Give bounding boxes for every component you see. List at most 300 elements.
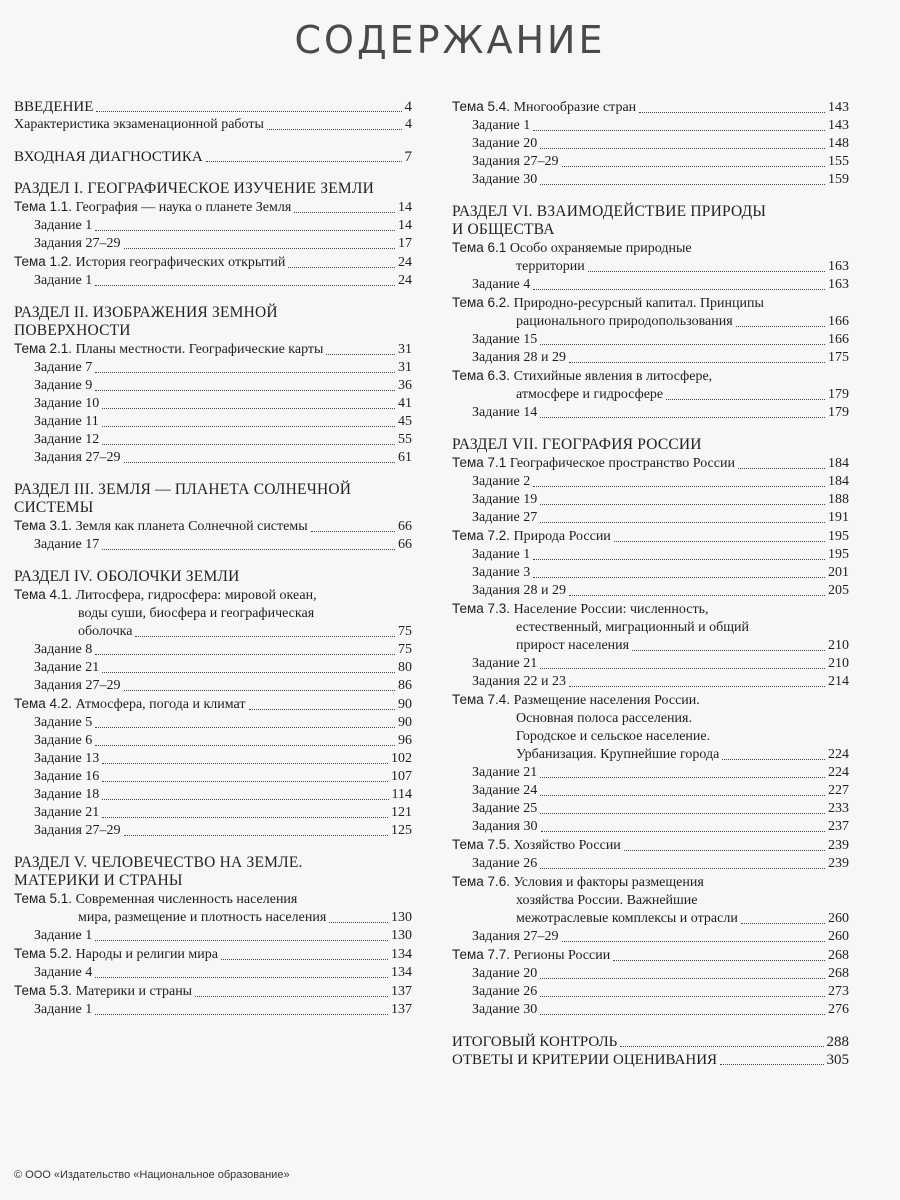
entry-label [452,1001,537,1019]
spacer [14,134,412,148]
dot-leader [95,745,395,746]
toc-subentry[interactable] [14,768,412,786]
entry-continuation: Городское и сельское население. [516,729,711,744]
page-number: 175 [828,350,849,365]
page-number: 86 [398,678,412,693]
entry-label [452,673,566,691]
toc-subentry[interactable] [452,564,849,582]
entry-text: Размещение населения России. [513,693,700,708]
dot-leader [249,709,395,710]
entry-text: Задание 16 [34,769,100,784]
entry-label [14,677,121,695]
section-heading-line: РАЗДЕЛ III. ЗЕМЛЯ — ПЛАНЕТА СОЛНЕЧНОЙ [14,481,352,498]
toc-subentry[interactable] [14,536,412,554]
entry-text: Задания 27–29 [34,236,121,251]
toc-subentry[interactable] [452,404,849,422]
entry-label [452,367,712,386]
entry-label [14,536,99,554]
toc-entry[interactable] [452,746,849,764]
page-number: 24 [398,273,412,288]
section-heading [14,481,412,517]
section-heading [452,203,849,239]
section-heading [14,568,412,586]
entry-text: Население России: численность, [513,602,709,617]
dot-leader [736,326,825,327]
entry-text: Задание 21 [34,805,100,820]
dot-leader [562,166,826,167]
toc-subentry[interactable] [14,395,412,413]
dot-leader [741,923,825,924]
toc-subentry[interactable] [14,235,412,253]
toc-subentry[interactable] [452,855,849,873]
entry-text: Многообразие стран [513,100,637,115]
entry-label [14,695,246,714]
toc-entry[interactable] [14,340,412,359]
toc-entry-line [452,691,849,710]
entry-label [14,768,99,786]
entry-text: Задание 30 [472,1002,538,1017]
dot-leader [267,129,402,130]
toc-subentry[interactable] [14,641,412,659]
entry-text: Задание 18 [34,787,100,802]
entry-text: Задание 27 [472,510,538,525]
toc-entry[interactable] [14,148,412,166]
toc-subentry[interactable] [14,449,412,467]
entry-label [14,413,99,431]
dot-leader [95,372,395,373]
toc-entry[interactable] [452,1033,849,1051]
toc-entry[interactable] [452,98,849,117]
page-number: 163 [828,277,849,292]
entry-label [14,116,264,134]
dot-leader [569,362,825,363]
entry-label [452,454,735,473]
entry-text: Задание 1 [34,218,93,233]
entry-text: Земля как планета Солнечной системы [75,519,308,534]
entry-label [452,1051,717,1069]
toc-entry[interactable] [452,386,849,404]
dot-leader [288,267,395,268]
entry-label [14,98,93,116]
page-number: 276 [828,1002,849,1017]
toc-entry[interactable] [452,258,849,276]
toc-subentry[interactable] [14,822,412,840]
dot-leader [102,672,395,673]
dot-leader [738,468,825,469]
toc-entry[interactable] [452,910,849,928]
toc-subentry[interactable] [452,276,849,294]
entry-label [14,641,92,659]
topic-number: Тема 5.3. [14,983,73,998]
page-number: 31 [398,360,412,375]
toc-subentry[interactable] [452,546,849,564]
page-number: 45 [398,414,412,429]
toc-subentry[interactable] [14,804,412,822]
entry-text: Задание 26 [472,984,538,999]
dot-leader [540,148,825,149]
toc-entry[interactable] [14,253,412,272]
dot-leader [722,759,825,760]
entry-label [452,873,704,892]
entry-text: Задание 21 [472,656,538,671]
page-number: 163 [828,259,849,274]
page-number: 191 [828,510,849,525]
toc-subentry[interactable] [14,359,412,377]
entry-text: Задание 1 [34,273,93,288]
dot-leader [95,727,395,728]
page-number: 66 [398,519,412,534]
dot-leader [124,835,389,836]
dot-leader [135,636,395,637]
page-number: 305 [826,1052,849,1068]
entry-text: Материки и страны [75,984,193,999]
page-number: 179 [828,405,849,420]
page-number: 125 [391,823,412,838]
entry-label [14,359,92,377]
toc-subentry[interactable] [452,983,849,1001]
toc-subentry[interactable] [14,377,412,395]
dot-leader [95,654,395,655]
page-number: 55 [398,432,412,447]
dot-leader [533,486,825,487]
entry-text: Задание 7 [34,360,93,375]
dot-leader [124,462,396,463]
entry-label [452,965,537,983]
toc-subentry[interactable] [452,135,849,153]
toc-entry-line [452,239,849,258]
dot-leader [569,595,825,596]
entry-label [452,855,537,873]
entry-label [452,928,559,946]
page-number: 41 [398,396,412,411]
page-number: 148 [828,136,849,151]
entry-label [452,135,537,153]
toc-entry[interactable] [452,527,849,546]
entry-label [14,927,92,945]
entry-label [452,655,537,673]
toc-entry[interactable] [452,313,849,331]
dot-leader [613,960,825,961]
page-number: 130 [391,928,412,943]
dot-leader [614,541,825,542]
toc-subentry[interactable] [452,117,849,135]
toc-entry[interactable] [14,198,412,217]
entry-label: Урбанизация. Крупнейшие города [516,747,720,762]
page-number: 214 [828,674,849,689]
entry-label [452,836,621,855]
page-number: 237 [828,819,849,834]
page-number: 179 [828,387,849,402]
topic-number: Тема 5.1. [14,891,73,906]
toc-entry[interactable] [452,454,849,473]
toc-subentry[interactable] [452,673,849,691]
toc-entry[interactable] [14,695,412,714]
dot-leader [195,996,388,997]
toc-entry[interactable] [14,116,412,134]
dot-leader [588,271,825,272]
entry-text: Атмосфера, погода и климат [75,697,246,712]
page-number: 239 [828,856,849,871]
page-number: 130 [391,910,412,925]
entry-label [14,659,99,677]
toc-subentry[interactable] [452,764,849,782]
entry-label [14,822,121,840]
entry-text: Задания 28 и 29 [472,350,566,365]
entry-label [14,586,317,605]
toc-subentry[interactable] [14,431,412,449]
toc-subentry[interactable] [14,964,412,982]
toc-right-column [452,98,849,1069]
entry-label [452,1033,617,1051]
page-number: 210 [828,638,849,653]
entry-label [452,294,764,313]
entry-text: Задания 22 и 23 [472,674,566,689]
entry-text: Задание 9 [34,378,93,393]
page-number: 61 [398,450,412,465]
dot-leader [720,1064,823,1065]
entry-label [14,732,92,750]
topic-number: Тема 5.2. [14,946,73,961]
toc-subentry[interactable] [452,473,849,491]
page-number: 195 [828,529,849,544]
toc-subentry[interactable] [14,217,412,235]
toc-subentry[interactable] [14,786,412,804]
entry-label [452,331,537,349]
entry-text: Задания 28 и 29 [472,583,566,598]
entry-label [14,217,92,235]
section-heading-line: И ОБЩЕСТВА [452,221,555,238]
toc-entry[interactable] [14,623,412,641]
dot-leader [540,777,825,778]
page-number: 36 [398,378,412,393]
dot-leader [311,531,395,532]
toc-subentry[interactable] [452,582,849,600]
dot-leader [540,978,825,979]
entry-label [452,564,530,582]
toc-entry[interactable] [452,836,849,855]
page-number: 75 [398,642,412,657]
page-number: 233 [828,801,849,816]
section-heading-line: РАЗДЕЛ I. ГЕОГРАФИЧЕСКОЕ ИЗУЧЕНИЕ ЗЕМЛИ [14,180,374,197]
entry-continuation: Основная полоса расселения. [516,711,692,726]
entry-label [14,253,285,272]
page-number: 90 [398,715,412,730]
toc-subentry[interactable] [14,750,412,768]
toc-entry[interactable] [14,909,412,927]
section-heading-line: РАЗДЕЛ IV. ОБОЛОЧКИ ЗЕМЛИ [14,568,240,585]
entry-label [14,982,192,1001]
entry-text: Условия и факторы размещения [513,875,704,890]
topic-number: Тема 4.1. [14,587,73,602]
toc-subentry[interactable] [452,818,849,836]
entry-label [452,349,566,367]
page-number: 4 [404,99,412,115]
entry-text: Задание 8 [34,642,93,657]
entry-label [452,582,566,600]
entry-text: Характеристика экзаменационной работы [14,117,264,132]
entry-text: Задание 3 [472,565,531,580]
publisher-footer: © ООО «Издательство «Национальное образование» [14,1169,290,1181]
entry-text: Задание 1 [34,928,93,943]
topic-number: Тема 7.2. [452,528,511,543]
dot-leader [102,426,395,427]
toc-subentry[interactable] [452,153,849,171]
toc-subentry[interactable] [452,655,849,673]
entry-text: ВХОДНАЯ ДИАГНОСТИКА [14,149,203,165]
entry-label [452,527,611,546]
toc-subentry[interactable] [14,659,412,677]
page-number: 80 [398,660,412,675]
entry-text: ИТОГОВЫЙ КОНТРОЛЬ [452,1034,618,1050]
toc-subentry[interactable] [452,800,849,818]
page-number: 166 [828,332,849,347]
section-heading-line: РАЗДЕЛ II. ИЗОБРАЖЕНИЯ ЗЕМНОЙ [14,304,278,321]
dot-leader [540,996,825,997]
dot-leader [540,1014,825,1015]
page-number: 134 [391,965,412,980]
toc-subentry[interactable] [452,782,849,800]
dot-leader [541,831,826,832]
toc-subentry[interactable] [452,491,849,509]
entry-label: прирост населения [516,638,630,653]
entry-text: Задание 21 [34,660,100,675]
page-number: 90 [398,697,412,712]
toc-entry[interactable] [452,1051,849,1069]
dot-leader [540,504,825,505]
topic-number: Тема 2.1. [14,341,73,356]
entry-label [452,800,537,818]
toc-subentry[interactable] [452,928,849,946]
dot-leader [533,577,825,578]
page-number: 205 [828,583,849,598]
section-heading-line: ПОВЕРХНОСТИ [14,322,131,339]
toc-subentry[interactable] [14,1001,412,1019]
page-number: 107 [391,769,412,784]
dot-leader [96,111,401,112]
dot-leader [569,686,825,687]
toc-subentry[interactable] [452,1001,849,1019]
toc-subentry[interactable] [14,714,412,732]
toc-subentry[interactable] [452,331,849,349]
toc-entry[interactable] [14,982,412,1001]
entry-label: мира, размещение и плотность населения [78,910,327,925]
entry-text: Задание 1 [472,547,531,562]
entry-label [14,395,99,413]
entry-text: Задание 15 [472,332,538,347]
toc-subentry[interactable] [14,732,412,750]
toc-subentry[interactable] [452,509,849,527]
dot-leader [540,795,825,796]
entry-label [452,239,692,258]
page-number: 288 [826,1034,849,1050]
page-number: 96 [398,733,412,748]
page-number: 121 [391,805,412,820]
topic-number: Тема 6.1 [452,240,507,255]
entry-label [14,945,218,964]
dot-leader [95,390,395,391]
page-number: 260 [828,929,849,944]
topic-number: Тема 5.4. [452,99,511,114]
dot-leader [562,941,826,942]
entry-text: Задания 27–29 [34,450,121,465]
toc-subentry[interactable] [14,272,412,290]
toc-entry[interactable] [14,517,412,536]
entry-text: Задание 17 [34,537,100,552]
toc-subentry[interactable] [452,171,849,189]
entry-text: Особо охраняемые природные [509,241,692,256]
entry-text: Географическое пространство России [509,456,735,471]
entry-text: Задание 5 [34,715,93,730]
entry-label [14,449,121,467]
entry-label [14,272,92,290]
entry-label [14,714,92,732]
page-number: 143 [828,100,849,115]
toc-subentry[interactable] [14,927,412,945]
entry-text: Задание 12 [34,432,100,447]
entry-text: Регионы России [513,948,611,963]
entry-label [452,171,537,189]
topic-number: Тема 7.7. [452,947,511,962]
entry-text: ОТВЕТЫ И КРИТЕРИИ ОЦЕНИВАНИЯ [452,1052,718,1068]
toc-entry[interactable] [14,98,412,116]
entry-label [452,983,537,1001]
page-number: 137 [391,1002,412,1017]
entry-text: Задания 30 [472,819,538,834]
toc-subentry[interactable] [452,965,849,983]
entry-text: Задание 30 [472,172,538,187]
entry-text: Задание 10 [34,396,100,411]
entry-text: Природно-ресурсный капитал. Принципы [513,296,764,311]
entry-label [452,117,530,135]
toc-entry[interactable] [452,637,849,655]
entry-text: Задание 1 [472,118,531,133]
section-heading [452,436,849,454]
entry-label [14,431,99,449]
toc-subentry[interactable] [452,349,849,367]
topic-number: Тема 7.1 [452,455,507,470]
entry-text: Природа России [513,529,611,544]
entry-text: Стихийные явления в литосфере, [513,369,713,384]
entry-label: межотраслевые комплексы и отрасли [516,911,738,926]
entry-label: атмосфере и гидросфере [516,387,664,402]
entry-continuation: хозяйства России. Важнейшие [516,893,698,908]
page-number: 210 [828,656,849,671]
page-number: 31 [398,342,412,357]
page-number: 201 [828,565,849,580]
toc-subentry[interactable] [14,677,412,695]
dot-leader [102,799,388,800]
toc-entry-line [452,367,849,386]
dot-leader [632,650,825,651]
entry-text: Хозяйство России [513,838,621,853]
entry-text: ВВЕДЕНИЕ [14,99,94,115]
page-number: 7 [404,149,412,165]
page-number: 143 [828,118,849,133]
toc-subentry[interactable] [14,413,412,431]
page-number: 155 [828,154,849,169]
toc-entry[interactable] [452,946,849,965]
toc-entry-line [14,586,412,605]
section-heading-line: СИСТЕМЫ [14,499,94,516]
entry-text: Задание 4 [34,965,93,980]
entry-label [14,804,99,822]
entry-text: Литосфера, гидросфера: мировой океан, [75,588,317,603]
page-number: 4 [405,117,412,132]
toc-entry[interactable] [14,945,412,964]
page-number: 14 [398,200,412,215]
dot-leader [533,130,825,131]
entry-text: Задание 13 [34,751,100,766]
